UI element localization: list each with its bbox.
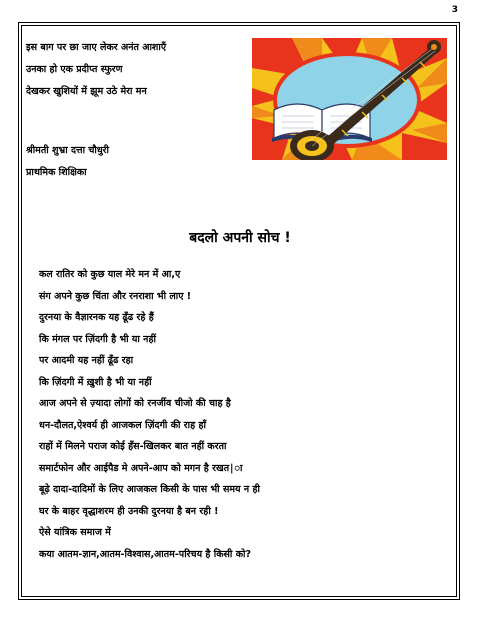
author-signature	[26, 140, 109, 184]
intro-verse	[26, 37, 166, 103]
veena-and-book-drawing-icon	[252, 38, 447, 160]
poem-line: पर आदमी यह नहीं ढूँढ रहा	[39, 355, 134, 366]
poem-line: बूढ़े दादा-दादिमों के लिए आजकल किसी के पास भी समय न ही	[39, 484, 260, 495]
author-role: प्राथमिक शिक्षिका	[26, 167, 87, 178]
poem-line: धन-दौलत,ऐश्वर्य ही आजकल ज़िंदगी की राह हाँ	[39, 419, 206, 431]
poem-line: दुरनया के वैज्ञारनक यह ढूँढ रहे हैं	[39, 312, 154, 323]
poem-line: आज अपने से ज़्यादा लोगों को रनर्जीव चीजो की चाह है	[39, 398, 231, 409]
poem-line: ऐसे यांत्रिक समाज में	[39, 527, 111, 538]
page-number: 3	[451, 5, 458, 15]
poem-line: कया आतम-ज्ञान,आतम-विश्वास,आतम-परिचय है किसी को?	[39, 548, 251, 560]
intro-line: इस बाग पर छा जाए लेकर अनंत आशाएँ	[26, 42, 167, 53]
poem-line: संग अपने कुछ चिंता और रनराशा भी लाए !	[39, 290, 192, 302]
author-name: श्रीमती शुभ्रा दत्ता चौधुरी	[26, 145, 110, 156]
poem-line: कल रातिर को कुछ याल मेरे मन में आ,ए	[39, 269, 181, 280]
poem-title: बदलो अपनी सोच !	[189, 230, 291, 246]
poem-line: समार्टफोन और आईपैड मे अपने-आप को मगन है रखत|ा	[39, 462, 243, 474]
poem-line: कि ज़िंदगी में ख़ुशी है भी या नहीं	[39, 376, 152, 388]
poem-body	[39, 264, 260, 565]
intro-line: देखकर खुशियों में झूम उठे मेरा मन	[26, 86, 147, 97]
poem-line: कि मंगल पर ज़िंदगी है भी या नहीं	[39, 333, 156, 345]
poem-line: घर के बाहर वृद्धाशरम ही उनकी दुरनया है बन रही !	[39, 505, 219, 517]
poem-line: राहों में मिलने पराज कोई हँस-खिलकर बात नहीं करता	[39, 441, 227, 452]
intro-line: उनका हो एक प्रदीप्त स्फुरण	[26, 64, 123, 75]
